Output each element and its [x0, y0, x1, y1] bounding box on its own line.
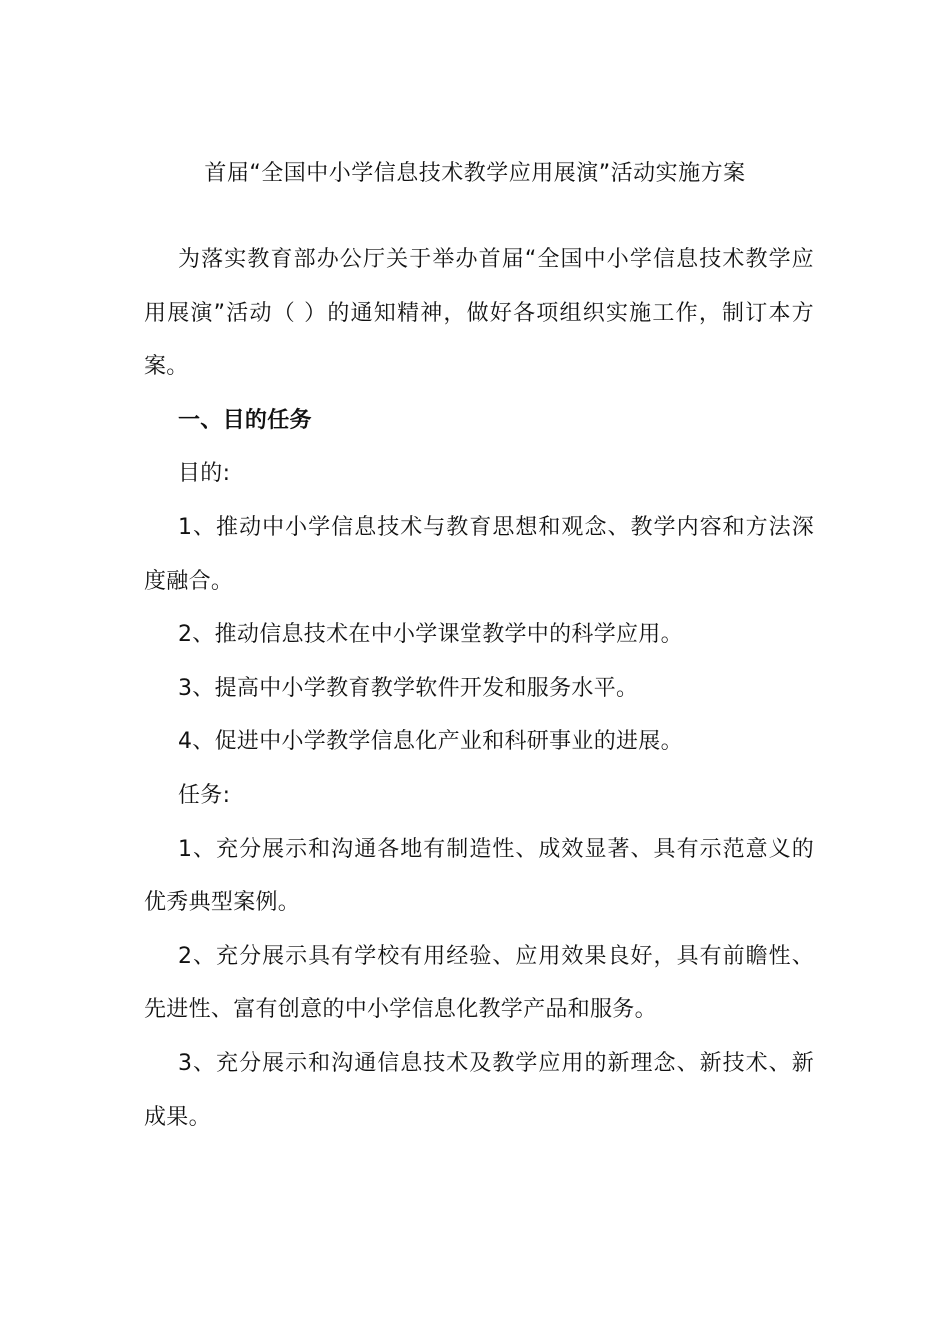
purpose-label: 目的: [178, 461, 231, 487]
document-body [144, 233, 814, 1144]
purpose-item-1: 1、推动中小学信息技术与教育思想和观念、教学内容和方法深度融合。 [144, 514, 814, 594]
document-title: 首届“全国中小学信息技术教学应用展演”活动实施方案 [204, 161, 746, 186]
task-label: 任务: [178, 782, 231, 808]
section-heading-purpose-tasks: 一、目的任务 [178, 407, 312, 433]
intro-paragraph: 为落实教育部办公厅关于举办首届“全国中小学信息技术教学应用展演”活动（ ）的通知精神，做好各项组织实施工作，制订本方案。 [144, 247, 814, 380]
task-item-3: 3、充分展示和沟通信息技术及教学应用的新理念、新技术、新成果。 [144, 1050, 814, 1130]
purpose-item-2: 2、推动信息技术在中小学课堂教学中的科学应用。 [178, 622, 683, 648]
task-item-1: 1、充分展示和沟通各地有制造性、成效显著、具有示范意义的优秀典型案例。 [144, 836, 814, 916]
task-item-2: 2、充分展示具有学校有用经验、应用效果良好，具有前瞻性、先进性、富有创意的中小学信息化教学产品和服务。 [144, 943, 814, 1023]
purpose-item-4: 4、促进中小学教学信息化产业和科研事业的进展。 [178, 729, 683, 755]
purpose-item-3: 3、提高中小学教育教学软件开发和服务水平。 [178, 675, 639, 701]
